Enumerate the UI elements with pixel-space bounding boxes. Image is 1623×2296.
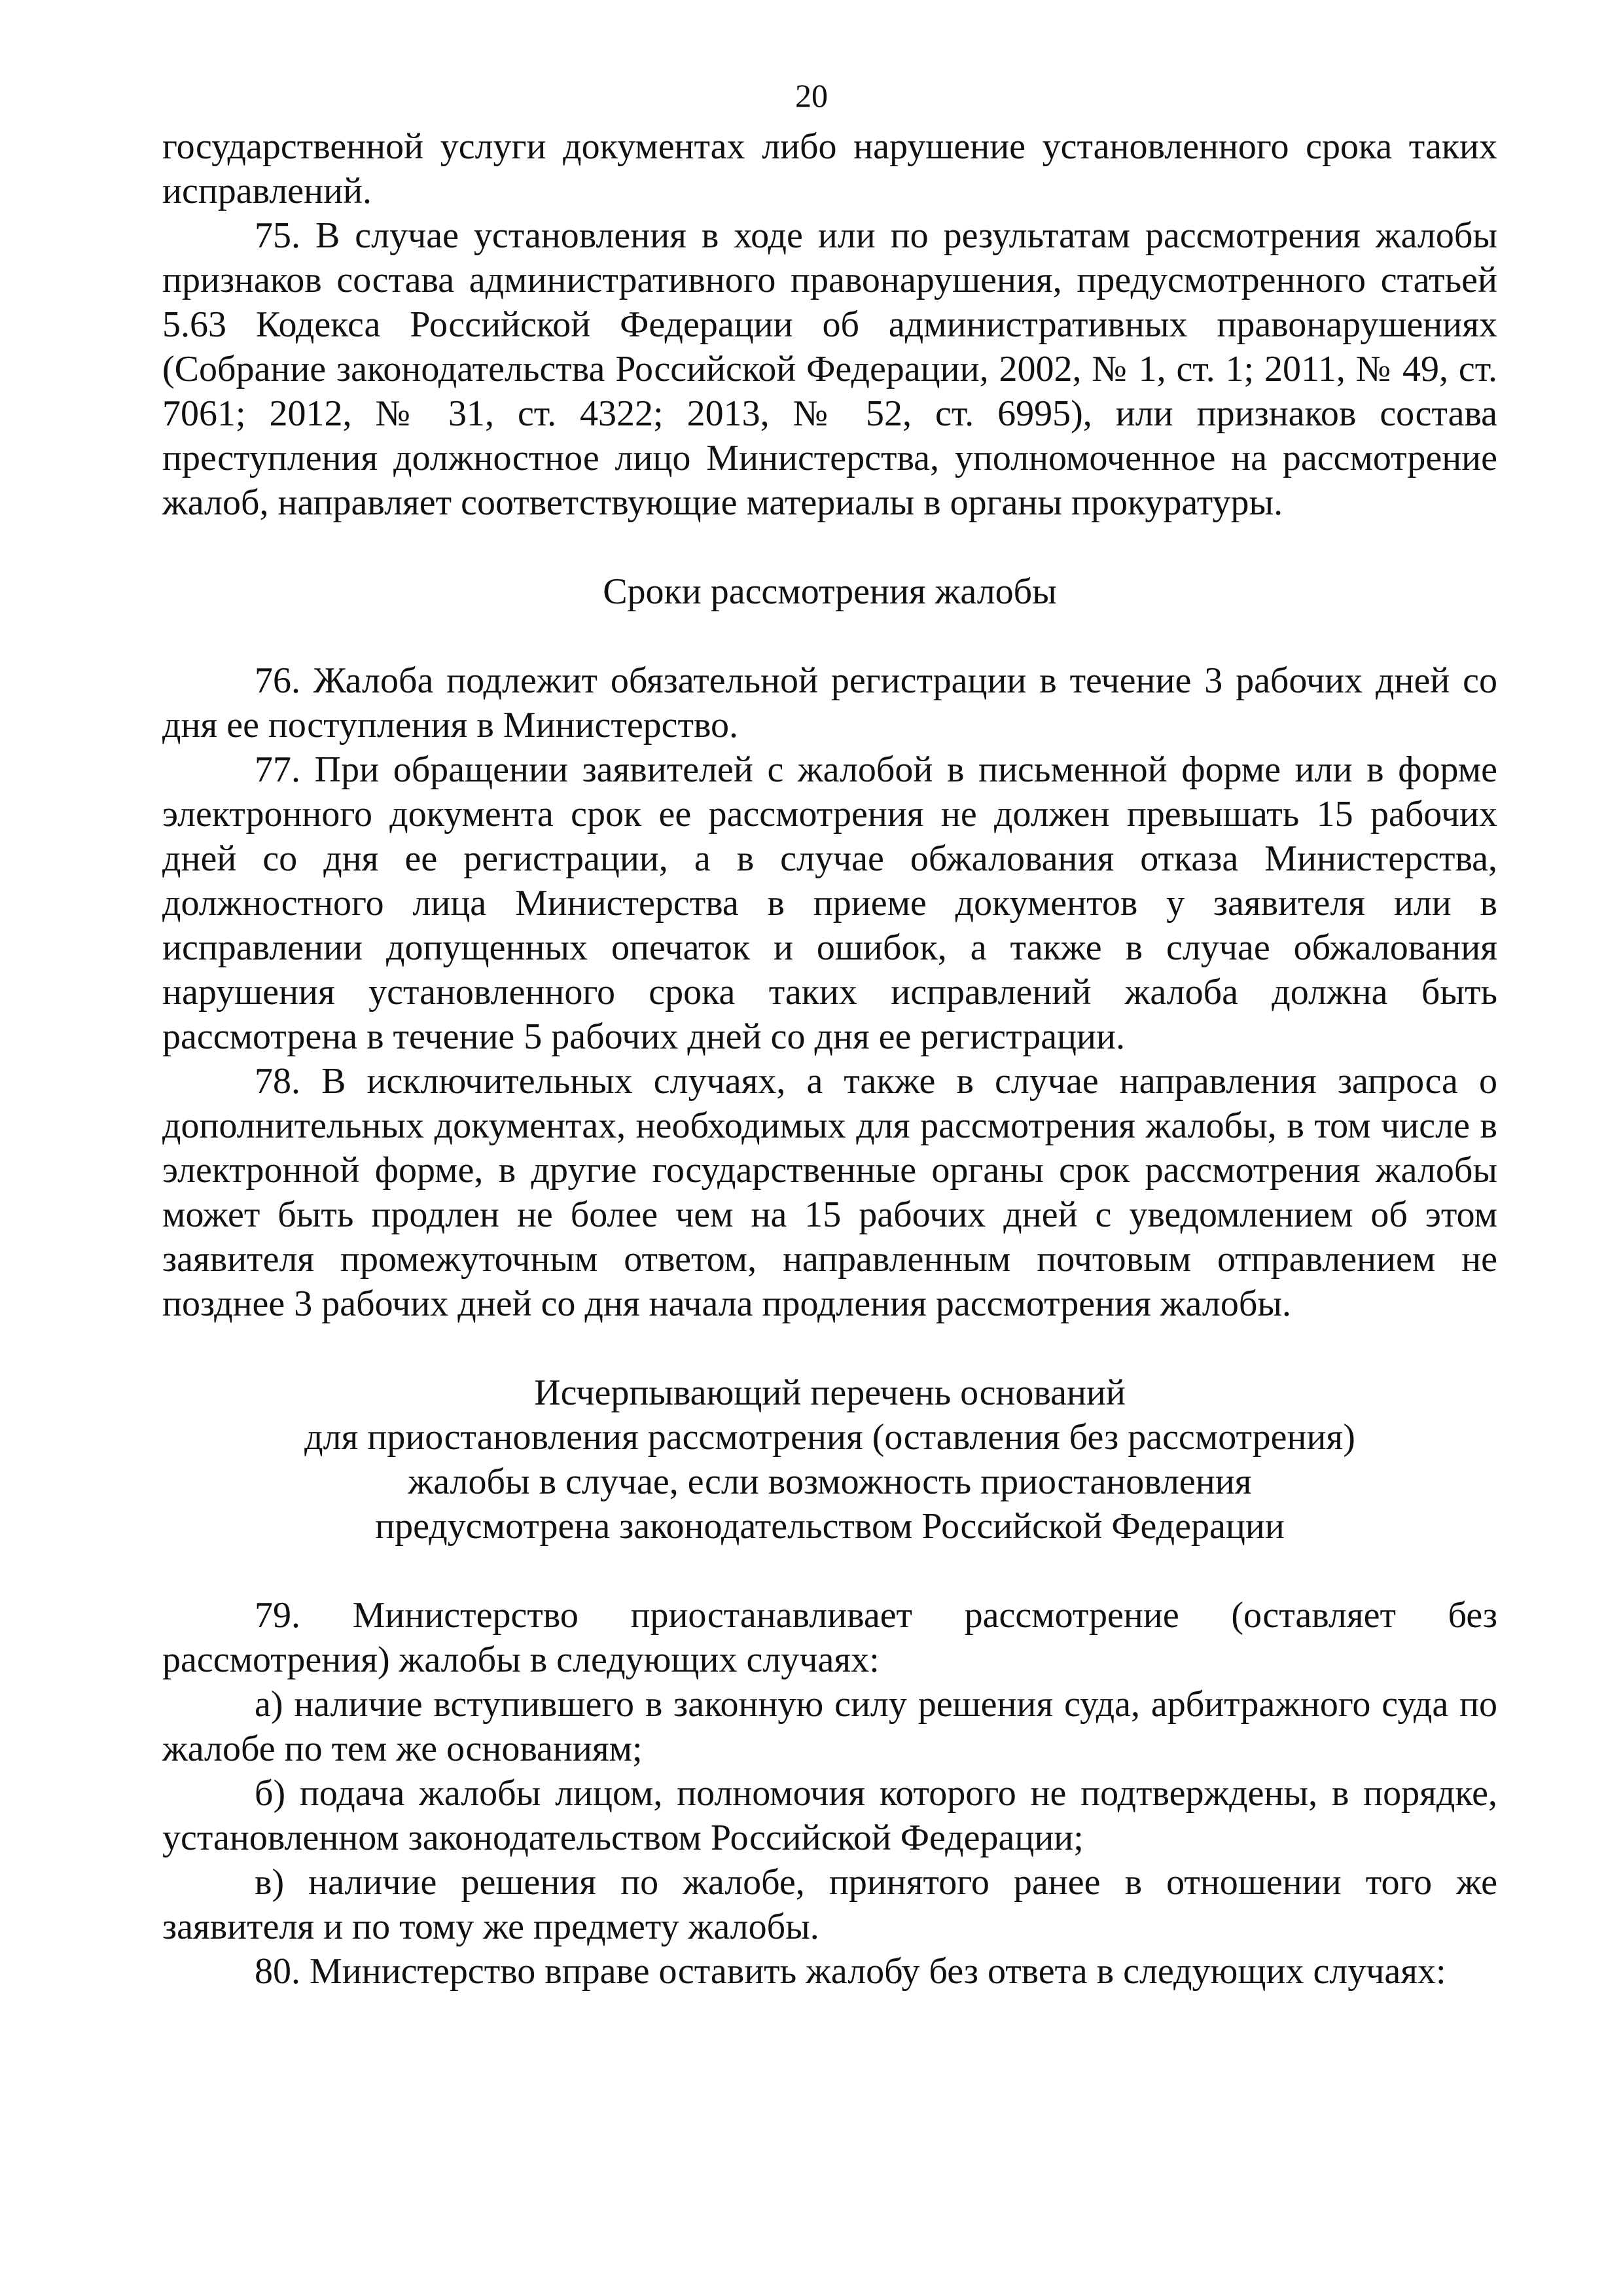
- paragraph-continuation: государственной услуги документах либо нарушение установленного срока таких исправлений.: [162, 126, 1497, 211]
- paragraph-79-c: в) наличие решения по жалобе, принятого ранее в отношении того же заявителя и по тому же предмету жалобы.: [162, 1862, 1497, 1947]
- paragraph-80: 80. Министерство вправе оставить жалобу без ответа в следующих случаях:: [255, 1951, 1446, 1992]
- section-heading-grounds: [162, 1371, 1497, 1549]
- paragraph-77: 77. При обращении заявителей с жалобой в письменной форме или в форме электронного документа срок ее рассмотрения не должен превышать 15 рабочих дней со дня ее регистрации, а в случае обжалования отказа Министерства, должностного лица Министерства в приеме документов у заявителя или в исправлении допущенных опечаток и ошибок, а также в случае обжалования нарушения установленного срока таких исправлений жалоба должна быть рассмотрена в течение 5 рабочих дней со дня ее регистрации.: [162, 749, 1497, 1057]
- paragraph-79-b: б) подача жалобы лицом, полномочия которого не подтверждены, в порядке, установленном законодательством Российской Федерации;: [162, 1773, 1497, 1858]
- paragraph-75: 75. В случае установления в ходе или по результатам рассмотрения жалобы признаков состава административного правонарушения, предусмотренного статьей 5.63 Кодекса Российской Федерации об административных правонарушениях (Собрание законодательства Российской Федерации, 2002, № 1, ст. 1; 2011, № 49, ст. 7061; 2012, № 31, ст. 4322; 2013, № 52, ст. 6995), или признаков состава преступления должностное лицо Министерства, уполномоченное на рассмотрение жалоб, направляет соответствующие материалы в органы прокуратуры.: [162, 215, 1497, 523]
- paragraph-78: 78. В исключительных случаях, а также в случае направления запроса о дополнительных документах, необходимых для рассмотрения жалобы, в том числе в электронной форме, в другие государственные органы срок рассмотрения жалобы может быть продлен не более чем на 15 рабочих дней с уведомлением об этом заявителя промежуточным ответом, направленным почтовым отправлением не позднее 3 рабочих дней со дня начала продления рассмотрения жалобы.: [162, 1061, 1497, 1324]
- heading-line: Исчерпывающий перечень оснований: [534, 1372, 1126, 1413]
- paragraph-79-a: а) наличие вступившего в законную силу решения суда, арбитражного суда по жалобе по тем же основаниям;: [162, 1684, 1497, 1769]
- document-body: [162, 124, 1497, 1994]
- heading-line: жалобы в случае, если возможность приостановления: [408, 1462, 1252, 1502]
- heading-line: предусмотрена законодательством Российской Федерации: [375, 1506, 1285, 1547]
- heading-line: для приостановления рассмотрения (оставления без рассмотрения): [304, 1417, 1355, 1458]
- paragraph-79: 79. Министерство приостанавливает рассмотрение (оставляет без рассмотрения) жалобы в следующих случаях:: [162, 1595, 1497, 1680]
- paragraph-76: 76. Жалоба подлежит обязательной регистрации в течение 3 рабочих дней со дня ее поступления в Министерство.: [162, 660, 1497, 745]
- section-heading-terms: Сроки рассмотрения жалобы: [603, 571, 1057, 612]
- page-number: 20: [795, 77, 828, 114]
